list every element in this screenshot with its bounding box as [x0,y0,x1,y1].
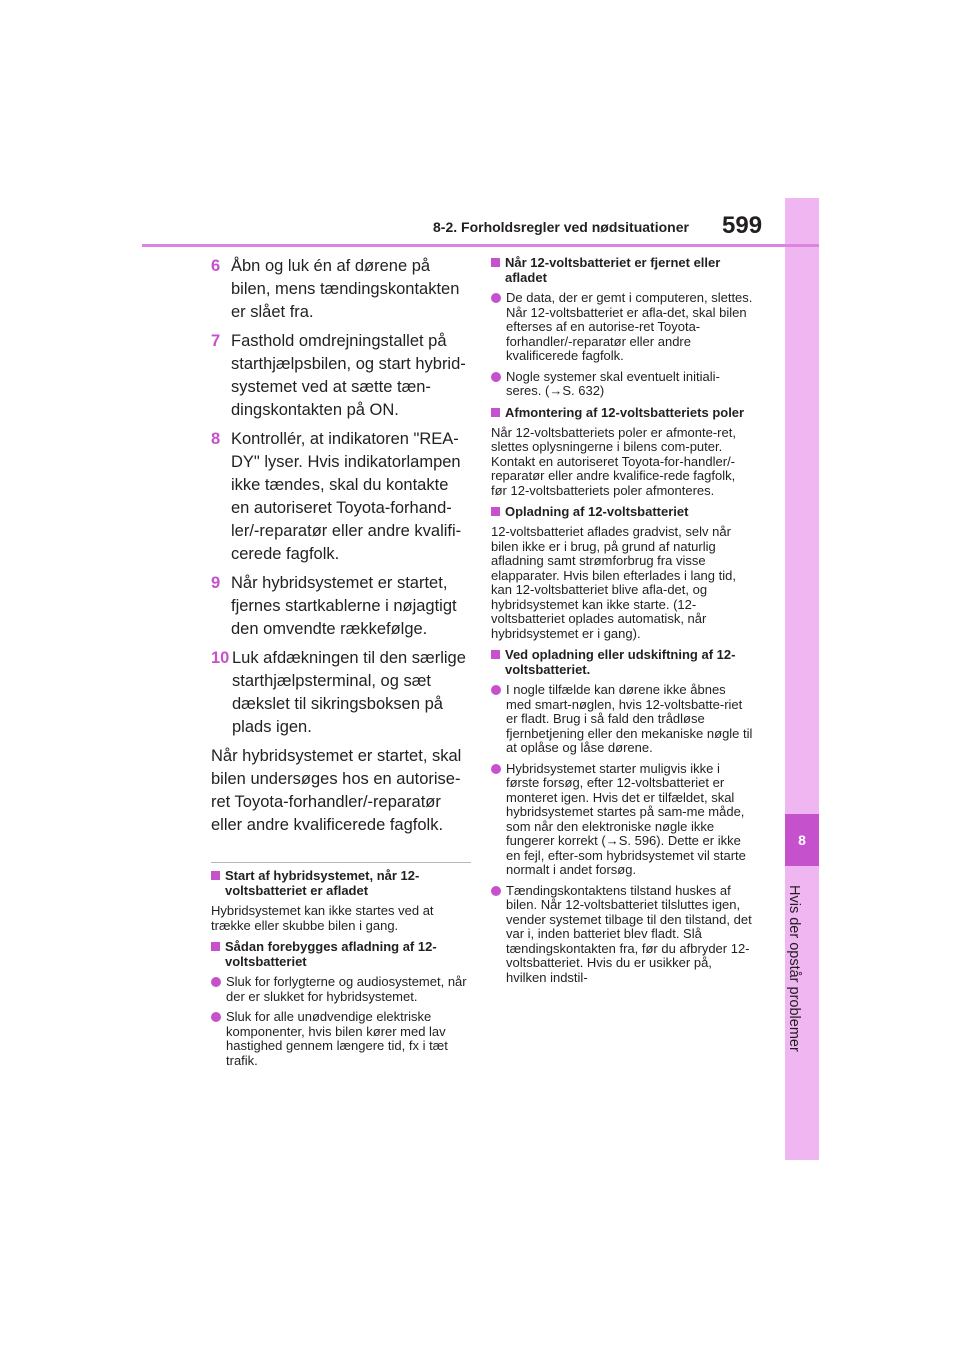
chapter-tab-top [785,198,819,814]
bullet-text: Tændingskontaktens tilstand huskes af bilen. Når 12-voltsbatteriet tilsluttes igen, vender systemet tilbage til den tilstand, det var i, inden batteriet blev fladt. Slå tændingskontakten fra, før du afbryder 12-voltsbatteriet. Hvis du er usikker på, hvilken indstil- [506,882,752,985]
square-bullet-icon [211,942,220,951]
step-item [211,255,471,324]
bullet-text: Hybridsystemet starter muligvis ikke i første forsøg, efter 12-voltsbatteriet er monteret igen. Hvis det er tilfældet, skal hybridsystemet startes på sam-me måde, som når den elektroniske nøgle ikke fungerer korrekt (→S. 596). Dette er ikke en fejl, efter-som hybridsystemet vil starte normalt i andet forsøg. [506,760,746,877]
section-body: Når 12-voltsbatteriets poler er afmonte-ret, slettes oplysningerne i bilens com-puter. Kontakt en autoriseret Toyota-for-handler/-reparatør eller andre kvalifice-rede fagfolk, før 12-voltsbatteriets poler afmonteres. [491,424,736,498]
left-column [211,255,471,1074]
chapter-label: Hvis der opstår problemer [786,885,802,1052]
bullet-item [211,1010,471,1068]
step-number: 6 [211,257,221,275]
section-heading [491,255,753,285]
bullet-text: Sluk for forlygterne og audiosystemet, når der er slukket for hybridsystemet. [226,974,467,1004]
step-number: 8 [211,430,221,448]
chapter-number: 8 [785,814,819,866]
step-text: Fasthold omdrejningstallet på starthjælpsbilen, og start hybrid-systemet ved at sætte tæn-dingskontakten på ON. [231,332,466,419]
bullet-text: De data, der er gemt i computeren, slettes. Når 12-voltsbatteriet er afla-det, skal bilen efterses af en autorise-ret Toyota-forhandler/-reparatør eller andre kvalificerede fagfolk. [506,290,753,363]
square-bullet-icon [491,408,500,417]
circle-bullet-icon [211,1012,221,1022]
section-heading-text: Sådan forebygges afladning af 12-voltsbatteriet [225,939,437,969]
section-heading [491,405,753,420]
circle-bullet-icon [211,977,221,987]
bullet-text: Sluk for alle unødvendige elektriske komponenter, hvis bilen kører med lav hastighed gennem længere tid, fx i tæt trafik. [226,1009,448,1068]
square-bullet-icon [211,871,220,880]
step-text: Når hybridsystemet er startet, fjernes startkablerne i nøjagtigt den omvendte rækkefølge. [231,574,457,638]
step-text: Åbn og luk én af dørene på bilen, mens tændingskontakten er slået fra. [231,257,460,321]
square-bullet-icon [491,650,500,659]
step-number: 9 [211,574,221,592]
page-number: 599 [722,212,763,239]
circle-bullet-icon [491,886,501,896]
bullet-item [491,291,753,364]
step-number: 10 [211,649,230,667]
bullet-item [491,370,753,399]
section-heading-text: Start af hybridsystemet, når 12-voltsbatteriet er afladet [225,868,420,898]
step-text: Luk afdækningen til den særlige starthjælpsterminal, og sæt dækslet til sikringsboksen på plads igen. [232,649,466,736]
circle-bullet-icon [491,293,501,303]
step-item [211,647,471,739]
square-bullet-icon [491,507,500,516]
section-heading [491,504,753,519]
step-item [211,428,471,566]
after-start-note: Når hybridsystemet er startet, skal bilen undersøges hos en autorise-ret Toyota-forhandler/-reparatør eller andre kvalificerede fagfolk. [211,747,462,834]
bullet-item [491,884,753,986]
step-item [211,572,471,641]
step-item [211,330,471,422]
circle-bullet-icon [491,685,501,695]
section-heading [491,647,753,677]
section-title: 8-2. Forholdsregler ved nødsituationer [433,219,689,235]
section-divider [211,862,471,863]
step-number: 7 [211,332,221,350]
bullet-text: Nogle systemer skal eventuelt initiali-seres. (→S. 632) [506,368,720,398]
section-body: Hybridsystemet kan ikke startes ved at trække eller skubbe bilen i gang. [211,903,434,933]
section-heading-text: Når 12-voltsbatteriet er fjernet eller afladet [505,255,721,285]
section-heading [211,868,471,898]
header-rule [142,244,819,247]
circle-bullet-icon [491,764,501,774]
bullet-item [211,975,471,1004]
section-heading-text: Afmontering af 12-voltsbatteriets poler [505,404,745,420]
step-text: Kontrollér, at indikatoren "REA-DY" lyser. Hvis indikatorlampen ikke tændes, skal du kontakte en autoriseret Toyota-forhand-ler/-reparatør eller andre kvalifi-cerede fagfolk. [231,430,462,563]
right-column [491,255,753,991]
section-heading-text: Ved opladning eller udskiftning af 12-voltsbatteriet. [505,647,736,677]
section-body: 12-voltsbatteriet aflades gradvist, selv når bilen ikke er i brug, på grund af naturlig afladning samt strømforbrug fra visse elapparater. Hvis bilen efterlades i lang tid, kan 12-voltsbatteriet blive afla-det, og hybridsystemet kan ikke starte. (12-voltsbatteriet oplades automatisk, når hybridsystemet er i gang). [491,524,736,641]
square-bullet-icon [491,258,500,267]
circle-bullet-icon [491,372,501,382]
bullet-text: I nogle tilfælde kan dørene ikke åbnes med smart-nøglen, hvis 12-voltsbatte-riet er fladt. Brug i så fald den trådløse fjernbetjening eller den mekaniske nøgle til at oplåse og låse dørene. [506,682,753,755]
section-heading-text: Opladning af 12-voltsbatteriet [505,504,689,519]
section-heading [211,939,471,969]
bullet-item [491,683,753,756]
bullet-item [491,762,753,878]
